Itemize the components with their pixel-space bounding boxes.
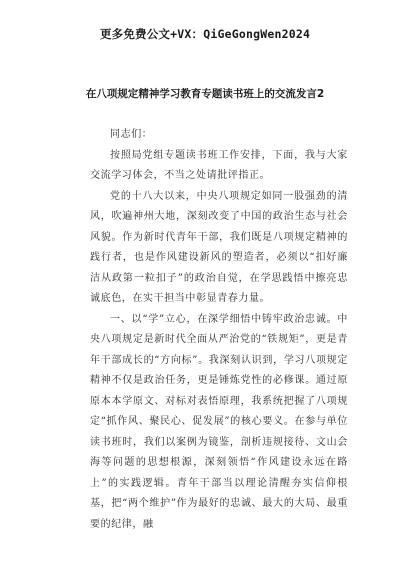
salutation: 同志们：	[110, 129, 153, 140]
watermark-header: 更多免费公文+VX：QiGeGongWen2024	[99, 27, 311, 41]
paragraph-background: 党的十八大以来，中央八项规定如同一股强劲的清风，吹遍神州大地，深刻改变了中国的政治生态与社会风貌。作为新时代青年干部，我们既是八项规定精神的践行者，也是作风建设新风的塑造者，必须以“扣好廉洁从政第一粒扣子”的政治自觉，在学思践悟中擦亮忠诚底色，在实干担当中彰显青春力量。	[90, 190, 348, 304]
document-title: 在八项规定精神学习教育专题读书班上的交流发言2	[85, 88, 325, 100]
paragraph-section-one: 一、以“学”立心，在深学细悟中铸牢政治忠诚。中央八项规定是新时代全面从严治党的“铁规矩”，更是青年干部成长的“方向标”。我深刻认识到，学习八项规定精神不仅是政治任务，更是锤炼党性的必修课。通过原原本本学原文、对标对表悟原理，我系统把握了八项规定“抓作风、聚民心、促发展”的核心要义。在参与单位读书班时，我们以案例为镜鉴，剖析违规接待、文山会海等问题的思想根源，深刻领悟“作风建设永远在路上”的实践逻辑。青年干部当以理论清醒夯实信仰根基，把“两个维护”作为最好的忠诚、最大的大局、最重要的纪律，融	[90, 313, 348, 530]
paragraph-intro: 按照局党组专题读书班工作安排，下面，我与大家交流学习体会，不当之处请批评指正。	[90, 149, 348, 181]
document-body	[90, 125, 348, 535]
